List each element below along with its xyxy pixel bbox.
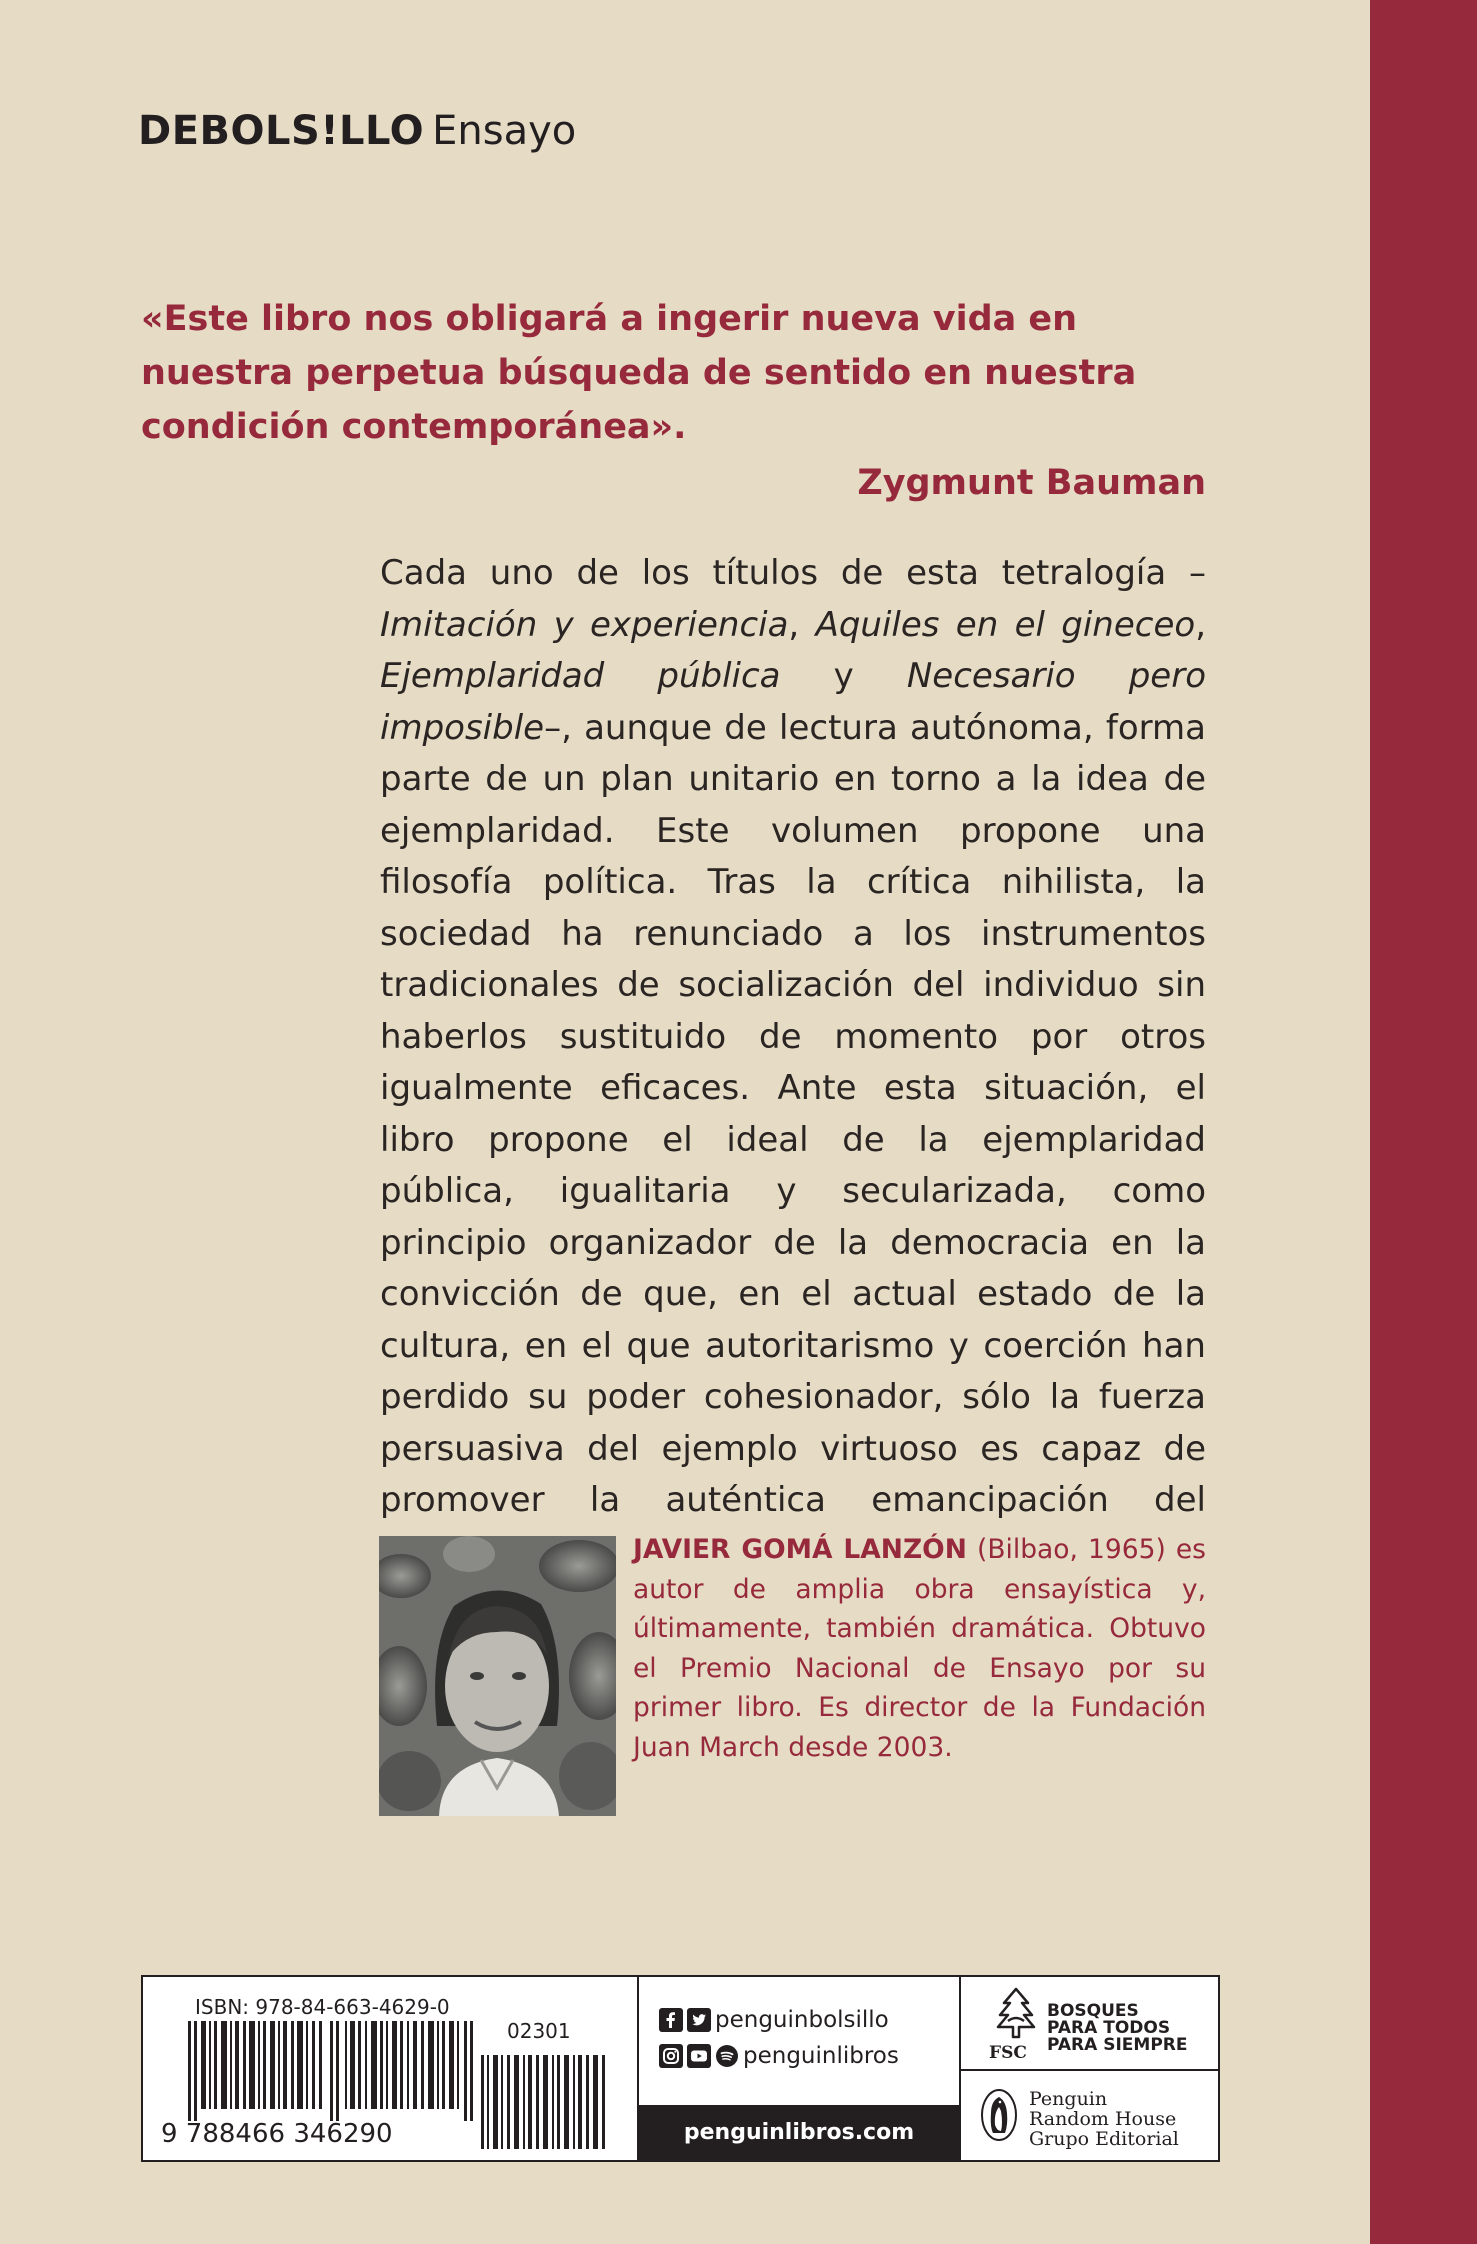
blurb-text: –, aunque de lectura autónoma, forma parte de un plan unitario en torno a la idea de ejemplaridad. Este volumen propone una filosofía política. Tras la crítica nihilista, la sociedad ha renunciado a los instrumentos tradicionales de socialización del individuo sin haberlos sustituido de momento por otros igualmente eficaces. Ante esta situación, el libro propone el ideal de la ejemplaridad pública, igualitaria y secularizada, como principio organizador de la democracia en la convicción de que, en el actual estado de la cultura, en el que autoritarismo y coerción han perdido su poder cohesionador, sólo la fuerza persuasiva del ejemplo virtuoso es capaz de promover la auténtica emancipación del	[380, 707, 1206, 1520]
quote-text: «Este libro nos obligará a ingerir nueva vida en nuestra perpetua búsqueda de sentido en nuestra condición contemporánea».	[141, 299, 1137, 447]
publisher-name	[1029, 2089, 1179, 2149]
social-row-1	[659, 2007, 889, 2033]
quote-author: Zygmunt Bauman	[857, 463, 1206, 503]
social-handle-penguinbolsillo: penguinbolsillo	[715, 2007, 889, 2033]
barcode-graphic	[188, 2021, 488, 2121]
facebook-icon	[659, 2008, 683, 2032]
author-name: JAVIER GOMÁ LANZÓN	[633, 1534, 967, 1565]
spotify-icon	[715, 2044, 739, 2068]
title-necesario: Necesario pero imposible	[380, 656, 1206, 748]
addon-barcode-graphic	[481, 2055, 611, 2149]
social-panel	[639, 1977, 961, 2160]
fsc-tree-logo-icon	[991, 1985, 1041, 2041]
title-ejemplaridad: Ejemplaridad pública	[380, 656, 781, 696]
certification-panel	[961, 1977, 1218, 2160]
book-description	[380, 548, 1206, 1578]
social-row-2	[659, 2043, 899, 2069]
fsc-slogan-line-2: PARA TODOS	[1047, 2018, 1171, 2038]
fsc-slogan	[1047, 2003, 1187, 2054]
brand-name: DEBOLS!LLO	[138, 108, 425, 154]
barcode-panel	[143, 1977, 639, 2160]
fsc-slogan-line-3: PARA SIEMPRE	[1047, 2035, 1188, 2055]
spine-band	[1370, 0, 1477, 2244]
publisher-name-line-2: Random House	[1029, 2108, 1177, 2130]
publisher-name-line-1: Penguin	[1029, 2088, 1108, 2110]
blurb-text: Cada uno de los títulos de esta tetralogía –	[380, 553, 1206, 593]
brand-collection: Ensayo	[432, 108, 577, 154]
youtube-icon	[687, 2044, 711, 2068]
blurb-quote	[141, 292, 1206, 510]
blurb-text: y	[780, 656, 907, 696]
price-code: 02301	[507, 2019, 571, 2043]
back-cover-info-box	[141, 1975, 1220, 2162]
author-photo	[379, 1536, 616, 1816]
website-url[interactable]: penguinlibros.com	[639, 2105, 959, 2160]
publisher-name-line-3: Grupo Editorial	[1029, 2128, 1179, 2150]
author-bio	[633, 1530, 1206, 1767]
blurb-text: ,	[1195, 604, 1206, 645]
publisher-brand	[138, 108, 576, 154]
fsc-label: FSC	[989, 2043, 1027, 2063]
title-imitacion: Imitación y experiencia	[380, 604, 789, 645]
instagram-icon	[659, 2044, 683, 2068]
social-handle-penguinlibros: penguinlibros	[743, 2043, 899, 2069]
fsc-slogan-line-1: BOSQUES	[1047, 2001, 1139, 2021]
publisher-logo-block	[961, 2071, 1218, 2160]
penguin-logo-icon	[979, 2087, 1019, 2143]
twitter-icon	[687, 2008, 711, 2032]
author-bio-text: (Bilbao, 1965) es autor de amplia obra ensayística y, últimamente, también dramática. Obtuvo el Premio Nacional de Ensayo por su primer libro. Es director de la Fundación Juan March desde 2003.	[633, 1534, 1206, 1763]
blurb-text: ,	[788, 604, 816, 645]
barcode-digits: 9 788466 346290	[161, 2119, 393, 2149]
title-aquiles: Aquiles en el gineceo	[815, 604, 1196, 645]
fsc-block	[961, 1977, 1218, 2071]
isbn-label: ISBN: 978-84-663-4629-0	[195, 1995, 450, 2019]
